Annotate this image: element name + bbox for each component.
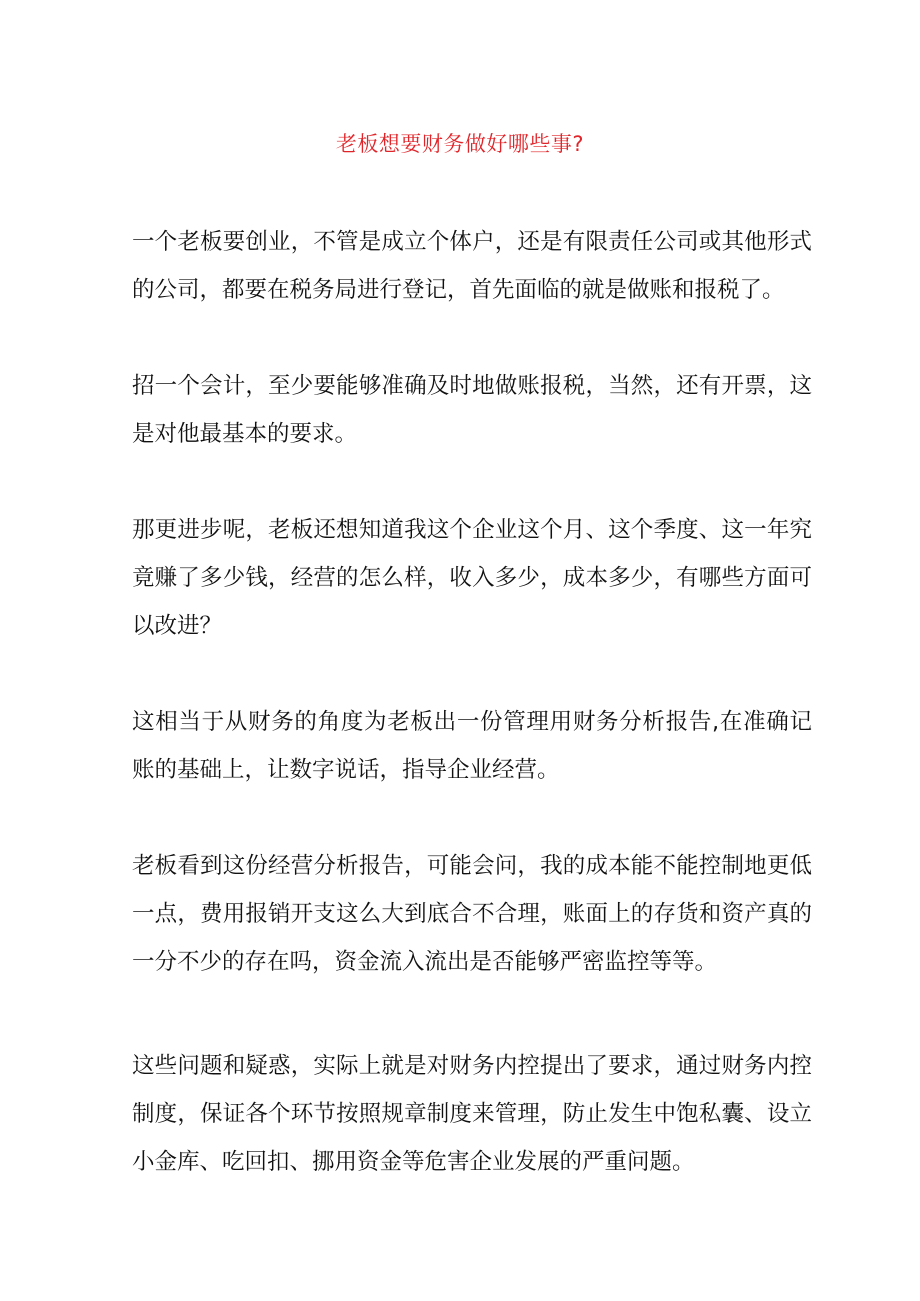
paragraph: 这相当于从财务的角度为老板出一份管理用财务分析报告,在准确记账的基础上，让数字说话，指导企业经营。: [132, 709, 812, 783]
paragraph: 一个老板要创业，不管是成立个体户，还是有限责任公司或其他形式的公司，都要在税务局进行登记，首先面临的就是做账和报税了。: [132, 229, 812, 303]
paragraph: 那更进步呢，老板还想知道我这个企业这个月、这个季度、这一年究竟赚了多少钱，经营的怎么样，收入多少，成本多少，有哪些方面可以改进？: [132, 517, 812, 639]
paragraph: 招一个会计，至少要能够准确及时地做账报税，当然，还有开票，这是对他最基本的要求。: [132, 373, 812, 447]
paragraph: 老板看到这份经营分析报告，可能会问，我的成本能不能控制地更低一点，费用报销开支这么大到底合不合理，账面上的存货和资产真的一分不少的存在吗，资金流入流出是否能够严密监控等等。: [132, 853, 812, 975]
paragraph: 这些问题和疑惑，实际上就是对财务内控提出了要求，通过财务内控制度，保证各个环节按照规章制度来管理，防止发生中饱私囊、设立小金库、吃回扣、挪用资金等危害企业发展的严重问题。: [132, 1053, 812, 1175]
document-title: 老板想要财务做好哪些事?: [335, 132, 585, 156]
document-body: [132, 218, 812, 1186]
